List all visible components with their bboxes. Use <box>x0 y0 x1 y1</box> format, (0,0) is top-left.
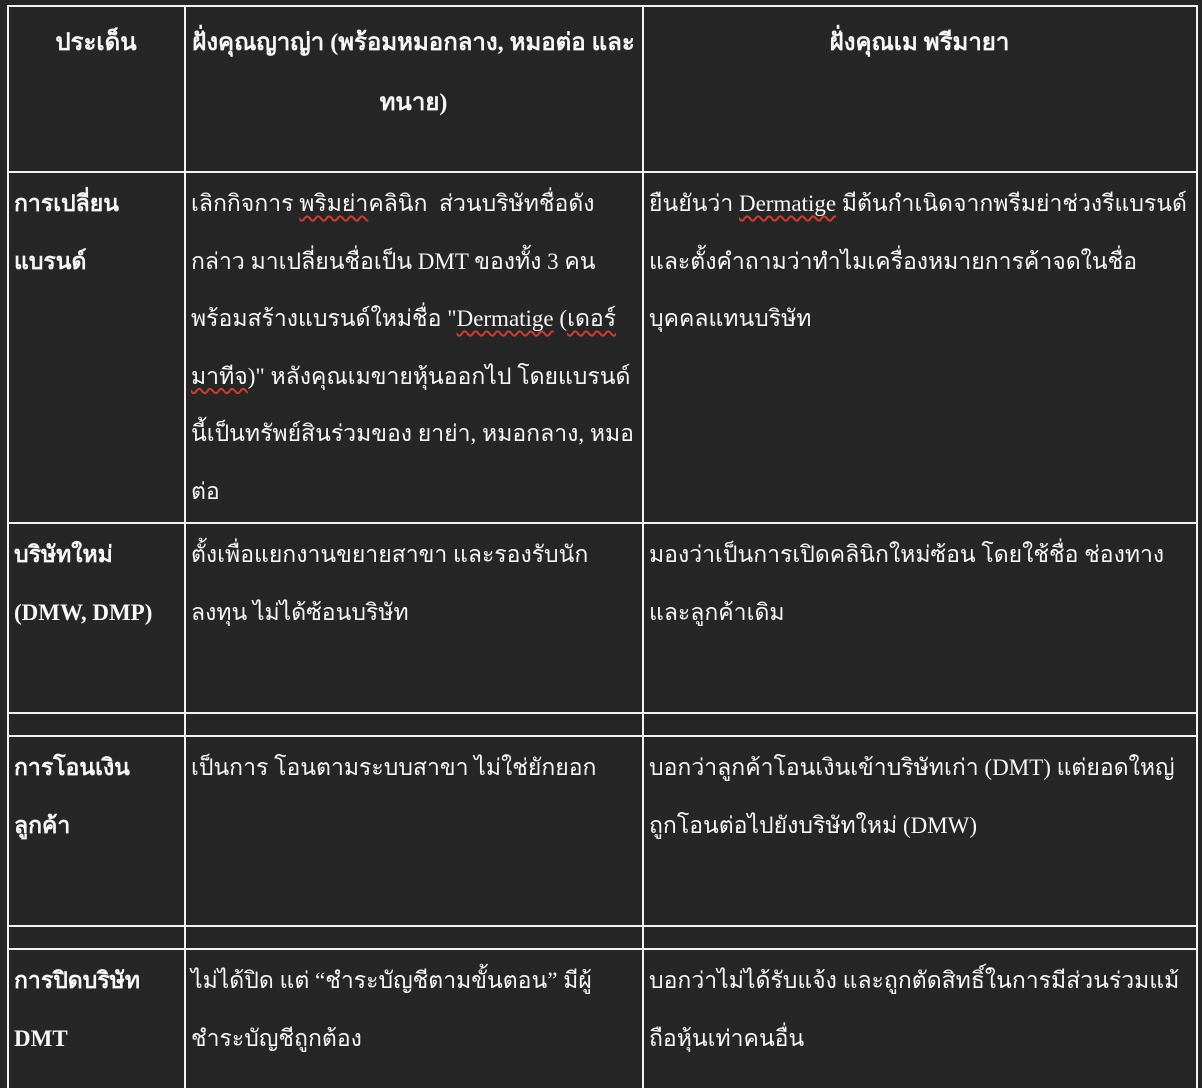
table-row <box>8 172 1197 523</box>
spacer-cell <box>185 926 643 949</box>
table-body <box>8 6 1197 1088</box>
row-label-cell: การโอนเงินลูกค้า <box>8 736 185 926</box>
cell-text: ( <box>553 306 568 331</box>
row-label-cell: การเปลี่ยนแบรนด์ <box>8 172 185 523</box>
yaya-side-cell <box>185 949 643 1088</box>
cell-text: บอกว่าไม่ได้รับแจ้ง และถูกตัดสิทธิ์ในการมีส่วนร่วมแม้ถือหุ้นเท่าคนอื่น <box>649 968 1180 1051</box>
row-label-cell: บริษัทใหม่ (DMW, DMP) <box>8 523 185 713</box>
table-header-row <box>8 6 1197 172</box>
cell-text: คลินิก ส่วนบริษัทชื่อดังกล่าว มาเปลี่ยนชื่อเป็น DMT ของทั้ง 3 คน พร้อมสร้างแบรนด์ใหม่ชื่อ " <box>191 191 602 331</box>
column-header-issue: ประเด็น <box>8 6 185 172</box>
cell-text: เป็นการ โอนตามระบบสาขา ไม่ใช่ยักยอก <box>191 755 597 780</box>
spacer-cell <box>8 926 185 949</box>
column-header-may-side: ฝั่งคุณเม พรีมายา <box>643 6 1197 172</box>
cell-text: มีต้นกำเนิดจากพรีมย่าช่วงรีแบรนด์ และตั้งคำถามว่าทำไมเครื่องหมายการค้าจดในชื่อบุคคลแทนบริษัท <box>649 191 1187 331</box>
table-row <box>8 949 1197 1088</box>
cell-text: บอกว่าลูกค้าโอนเงินเข้าบริษัทเก่า (DMT) แต่ยอดใหญ่ถูกโอนต่อไปยังบริษัทใหม่ (DMW) <box>649 755 1175 838</box>
cell-text: )" หลังคุณเมขายหุ้นออกไป โดยแบรนด์นี้เป็นทรัพย์สินร่วมของ ยาย่า, หมอกลาง, หมอต่อ <box>191 363 634 504</box>
cell-text: ตั้งเพื่อแยกงานขยายสาขา และรองรับนักลงทุน ไม่ได้ซ้อนบริษัท <box>191 542 589 625</box>
may-side-cell <box>643 172 1197 523</box>
comparison-table <box>7 5 1198 1088</box>
cell-text: ไม่ได้ปิด แต่ “ชำระบัญชีตามขั้นตอน” มีผู้ชำระบัญชีถูกต้อง <box>191 968 592 1051</box>
document-page <box>0 5 1202 1088</box>
may-side-cell <box>643 949 1197 1088</box>
spacer-cell <box>8 713 185 736</box>
spacer-row <box>8 926 1197 949</box>
spacer-cell <box>643 926 1197 949</box>
cell-text: ยืนยันว่า <box>649 191 739 216</box>
may-side-cell <box>643 523 1197 713</box>
table-row <box>8 523 1197 713</box>
yaya-side-cell <box>185 736 643 926</box>
cell-text: มองว่าเป็นการเปิดคลินิกใหม่ซ้อน โดยใช้ชื่อ ช่องทาง และลูกค้าเดิม <box>649 542 1165 625</box>
spacer-cell <box>643 713 1197 736</box>
spacer-cell <box>185 713 643 736</box>
spellcheck-underlined-word: Dermatige <box>456 306 554 331</box>
yaya-side-cell <box>185 523 643 713</box>
spellcheck-underlined-word: Dermatige <box>738 191 837 216</box>
row-label-cell: การปิดบริษัท DMT <box>8 949 185 1088</box>
spellcheck-underlined-word: พริมย่า <box>299 191 369 216</box>
table-row <box>8 736 1197 926</box>
yaya-side-cell <box>185 172 643 523</box>
column-header-yaya-side: ฝั่งคุณญาญ่า (พร้อมหมอกลาง, หมอต่อ และทนาย) <box>185 6 643 172</box>
spacer-row <box>8 713 1197 736</box>
spellcheck-underlined-word: เดอร์มาทีจ <box>191 306 617 389</box>
cell-text: เลิกกิจการ <box>191 191 300 216</box>
may-side-cell <box>643 736 1197 926</box>
